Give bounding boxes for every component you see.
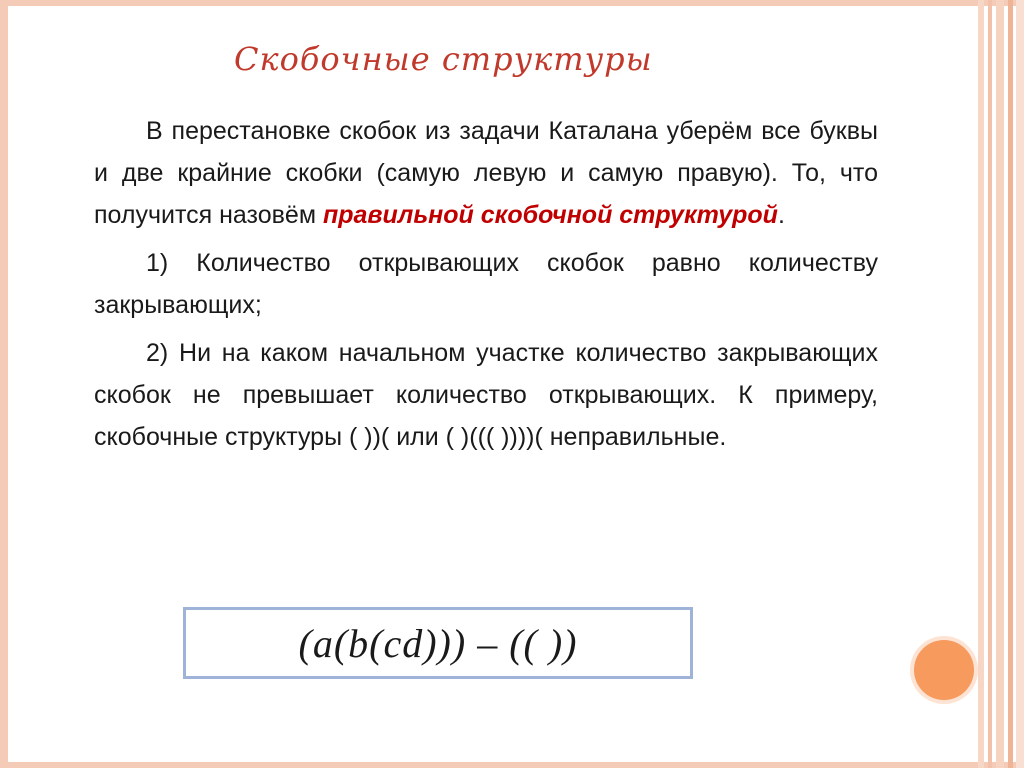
formula-box	[183, 607, 693, 679]
right-decorative-stripes	[978, 0, 1024, 768]
paragraph-text: .	[777, 201, 785, 229]
paragraph-definition	[94, 110, 878, 236]
stripe	[1008, 0, 1013, 768]
paragraph-rule-2: 2) Ни на каком начальном участке количество закрывающих скобок не превышает количество открывающих. К примеру, скобочные структуры ( ))( или ( )((( ))))( неправильные.	[94, 339, 878, 451]
paragraph-rule-1: 1) Количество открывающих скобок равно количеству закрывающих;	[94, 249, 878, 319]
frame-left-border	[0, 0, 8, 768]
paragraph-text: В перестановке скобок из задачи Каталана уберём все буквы и две крайние скобки (самую левую и самую правую). То, что получится назовём	[94, 117, 878, 229]
slide-title: Скобочные структуры	[234, 40, 653, 78]
stripe	[996, 0, 1004, 768]
frame-bottom-border	[0, 762, 1024, 768]
emphasized-term: правильной скобочной структурой	[322, 201, 778, 229]
stripe	[978, 0, 984, 768]
formula-text: (a(b(cd))) – (( ))	[298, 620, 578, 666]
stripe	[1016, 0, 1024, 768]
decorative-circle	[914, 640, 974, 700]
slide-body	[94, 110, 878, 464]
frame-top-border	[0, 0, 1024, 6]
stripe	[988, 0, 992, 768]
